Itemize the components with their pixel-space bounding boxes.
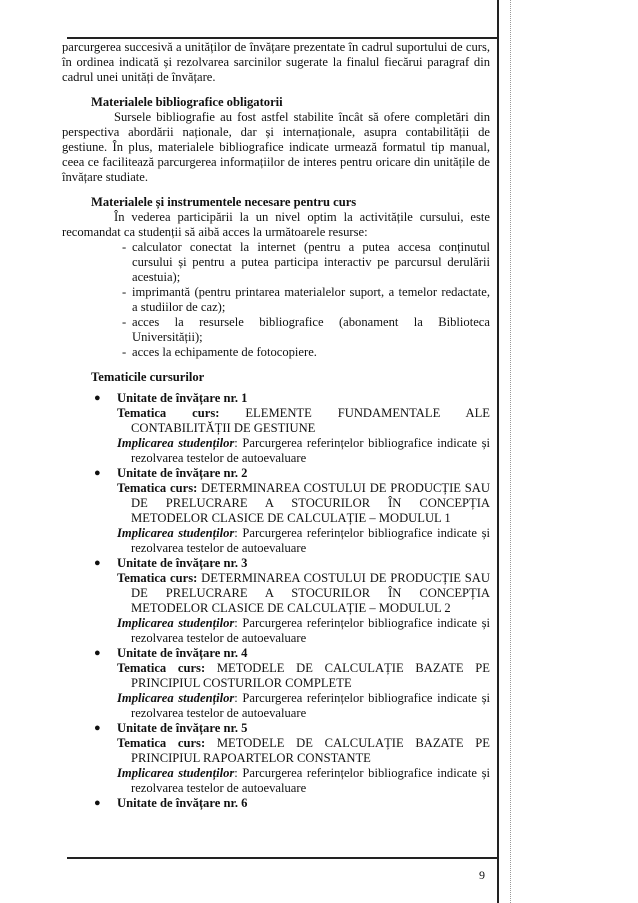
unit-title: Unitate de învățare nr. 4	[117, 646, 248, 660]
right-margin-rule	[497, 0, 499, 903]
unit-title: Unitate de învățare nr. 2	[117, 466, 248, 480]
unit-tema: Tematica curs: METODELE DE CALCULAȚIE BAZATE PE PRINCIPIUL COSTURILOR COMPLETE	[117, 661, 490, 690]
unit-tema: Tematica curs: ELEMENTE FUNDAMENTALE ALE CONTABILITĂȚII DE GESTIUNE	[117, 406, 490, 435]
bullet-icon: ●	[94, 797, 101, 809]
bullet-icon: ●	[94, 557, 101, 569]
unit-tema: Tematica curs: METODELE DE CALCULAȚIE BAZATE PE PRINCIPIUL RAPOARTELOR CONSTANTE	[117, 736, 490, 765]
intro-paragraph: parcurgerea succesivă a unităților de învățare prezentate în cadrul suportului de curs, în ordinea indicată și rezolvarea sarcinilor sugerate la finalul fiecărui paragraf din cadrul unei unități de învățare.	[62, 40, 490, 84]
biblio-paragraph: Sursele bibliografie au fost astfel stabilite încât să ofere completări din perspectiva abordării naționale, dar și internaționale, asupra contabilității de gestiune. În plus, materialele bibliografice indicate urmează formatul tip manual, ceea ce facilitează parcurgerea informațiilor de interes pentru oricare din unitățile de învățare studiate.	[62, 110, 490, 184]
units-list	[62, 391, 490, 811]
unit-item	[62, 556, 490, 646]
bullet-icon: ●	[94, 722, 101, 734]
unit-implication: Implicarea studenților: Parcurgerea referințelor bibliografice indicate și rezolvarea testelor de autoevaluare	[117, 766, 490, 795]
unit-title: Unitate de învățare nr. 3	[117, 556, 248, 570]
list-item: - calculator conectat la internet (pentru a putea accesa conținutul cursului și pentru a putea participa interactiv pe parcursul derulării acestuia);	[122, 240, 490, 284]
unit-item	[62, 391, 490, 466]
bullet-icon: ●	[94, 647, 101, 659]
materials-heading: Materialele și instrumentele necesare pentru curs	[91, 195, 357, 209]
unit-tema: Tematica curs: DETERMINAREA COSTULUI DE PRODUCȚIE SAU DE PRELUCRARE A STOCURILOR ÎN CONCEPȚIA METODELOR CLASICE DE CALCULAȚIE – MODULUL 2	[117, 571, 490, 615]
bullet-icon: ●	[94, 467, 101, 479]
unit-item	[62, 466, 490, 556]
unit-implication: Implicarea studenților: Parcurgerea referințelor bibliografice indicate și rezolvarea testelor de autoevaluare	[117, 691, 490, 720]
top-rule	[67, 37, 497, 39]
unit-tema: Tematica curs: DETERMINAREA COSTULUI DE PRODUCȚIE SAU DE PRELUCRARE A STOCURILOR ÎN CONCEPȚIA METODELOR CLASICE DE CALCULAȚIE – MODULUL 1	[117, 481, 490, 525]
page-number: 9	[479, 868, 485, 882]
bottom-rule	[67, 857, 497, 859]
resources-list	[62, 240, 490, 360]
topics-heading: Tematicile cursurilor	[91, 370, 205, 384]
unit-item	[62, 796, 490, 811]
right-dotted-rule	[510, 0, 511, 903]
unit-title: Unitate de învățare nr. 5	[117, 721, 248, 735]
unit-implication: Implicarea studenților: Parcurgerea referințelor bibliografice indicate și rezolvarea testelor de autoevaluare	[117, 436, 490, 465]
unit-title: Unitate de învățare nr. 6	[117, 796, 248, 810]
unit-item	[62, 646, 490, 721]
list-item: - imprimantă (pentru printarea materialelor suport, a temelor redactate, a studiilor de caz);	[122, 285, 490, 314]
unit-title: Unitate de învățare nr. 1	[117, 391, 248, 405]
unit-implication: Implicarea studenților: Parcurgerea referințelor bibliografice indicate și rezolvarea testelor de autoevaluare	[117, 526, 490, 555]
list-item: - acces la echipamente de fotocopiere.	[122, 345, 317, 359]
bullet-icon: ●	[94, 392, 101, 404]
biblio-heading: Materialele bibliografice obligatorii	[91, 95, 283, 109]
list-item: - acces la resursele bibliografice (abonament la Biblioteca Universității);	[122, 315, 490, 344]
materials-paragraph: În vederea participării la un nivel optim la activitățile cursului, este recomandat ca studenții să aibă acces la următoarele resurse:	[62, 210, 490, 239]
page-content	[62, 40, 490, 811]
unit-item	[62, 721, 490, 796]
unit-implication: Implicarea studenților: Parcurgerea referințelor bibliografice indicate și rezolvarea testelor de autoevaluare	[117, 616, 490, 645]
